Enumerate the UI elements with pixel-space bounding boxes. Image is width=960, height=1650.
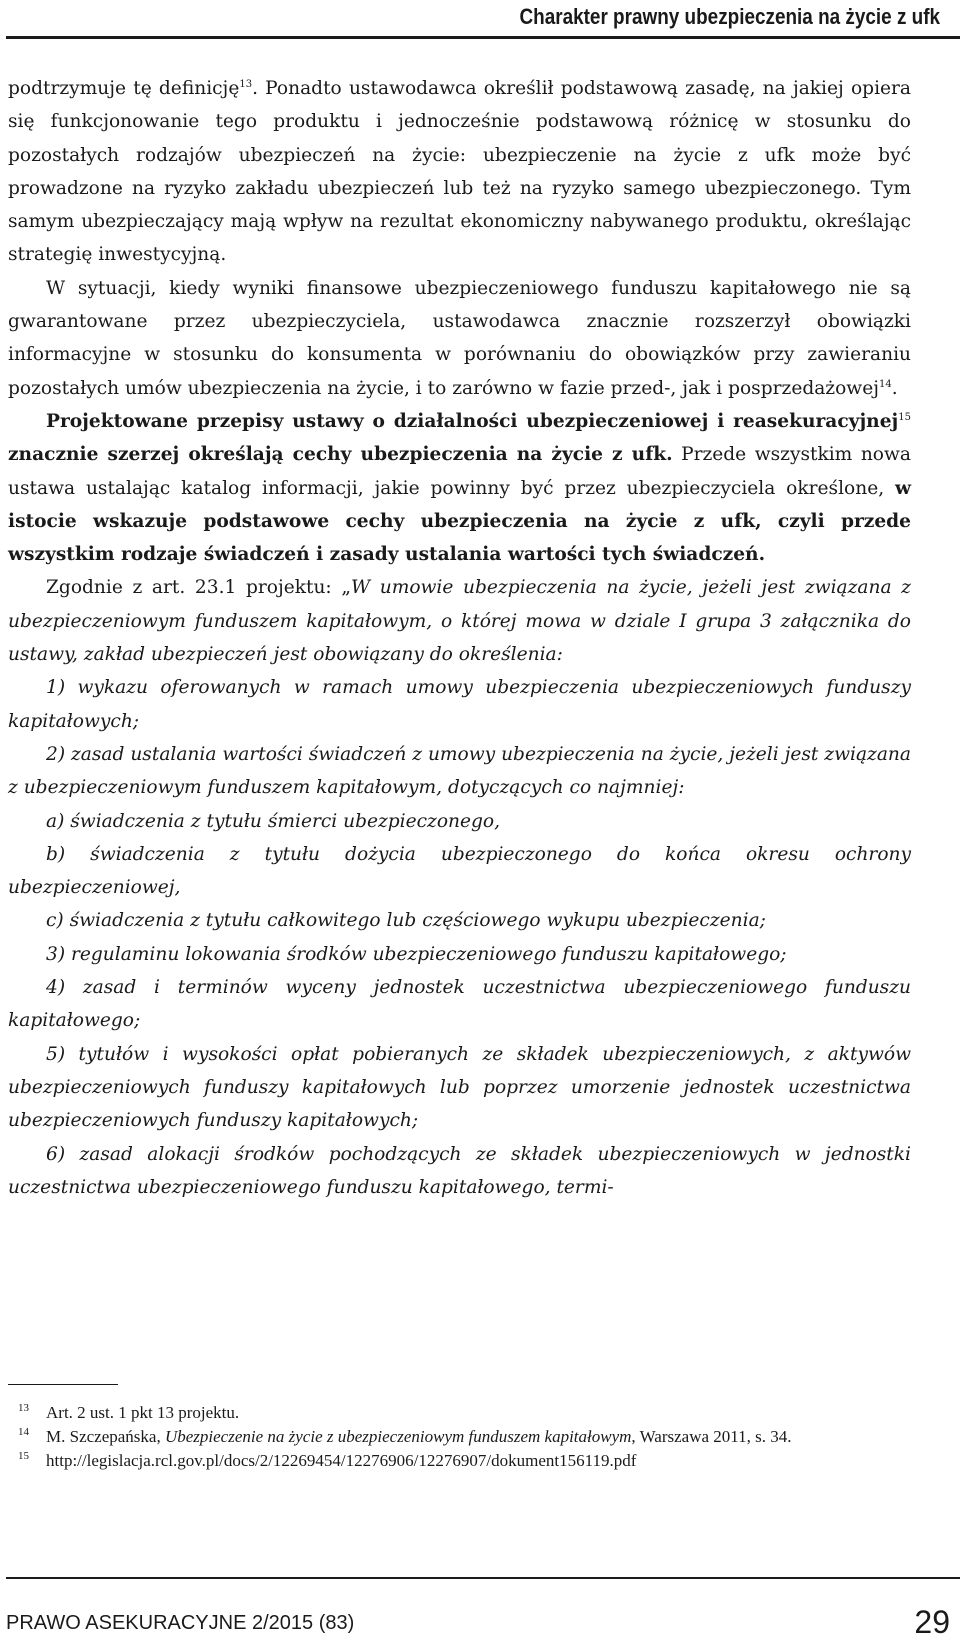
- main-text: [8, 72, 911, 1204]
- footnote-15: [8, 1450, 911, 1471]
- footer-rule: [6, 1577, 960, 1579]
- paragraph-3-plain: Przede wszystkim nowa ustawa ustalając katalog informacji, jakie powinny być przez ubezpieczyciela określone,: [8, 444, 911, 499]
- paragraph-1: [8, 72, 911, 272]
- paragraph-3-bold-a: Projektowane przepisy ustawy o działalności ubezpieczeniowej i reasekuracyjnej: [46, 410, 899, 432]
- footnote-ref-13[interactable]: 13: [239, 78, 253, 90]
- journal-name: PRAWO ASEKURACYJNE 2/2015 (83): [6, 1612, 355, 1634]
- paragraph-4-italic: W umowie ubezpieczenia na życie, jeżeli jest związana z ubezpieczeniowym funduszem kapitałowym, o której mowa w dziale I grupa 3 załącznika do ustawy, zakład ubezpieczeń jest obowiązany do określenia:: [8, 577, 911, 666]
- paragraph-2: [8, 272, 911, 405]
- list-item-2c: c) świadczenia z tytułu całkowitego lub częściowego wykupu ubezpieczenia;: [46, 910, 766, 932]
- footnote-rule: [8, 1384, 118, 1385]
- footnote-14-text-a: M. Szczepańska,: [46, 1427, 165, 1446]
- running-title: Charakter prawny ubezpieczenia na życie z ufk: [519, 4, 940, 29]
- footnote-14-text-b: , Warszawa 2011, s. 34.: [631, 1427, 792, 1446]
- footnote-13-number: 13: [18, 1402, 29, 1414]
- paragraph-3: [8, 405, 911, 571]
- list-item-2b: b) świadczenia z tytułu dożycia ubezpieczonego do końca okresu ochrony ubezpieczeniowej,: [8, 843, 911, 899]
- footnote-14-number: 14: [18, 1426, 29, 1438]
- footnote-ref-14[interactable]: 14: [878, 378, 892, 390]
- page-header: [0, 0, 960, 40]
- footnotes: [8, 1402, 911, 1474]
- footnote-14: [8, 1426, 911, 1447]
- paragraph-2-text-a: W sytuacji, kiedy wyniki finansowe ubezpieczeniowego funduszu kapitałowego nie są gwarantowane przez ubezpieczyciela, ustawodawca znacznie rozszerzył obowiązki informacyjne w stosunku do konsumenta w porównaniu do obowiązków przy zawieraniu pozostałych umów ubezpieczenia na życie, i to zarówno w fazie przed-, jak i posprzedażowej: [8, 277, 911, 399]
- footnote-13-text: Art. 2 ust. 1 pkt 13 projektu.: [46, 1403, 240, 1422]
- footnote-14-title: Ubezpieczenie na życie z ubezpieczeniowym funduszem kapitałowym: [164, 1427, 632, 1446]
- list-item-2a: a) świadczenia z tytułu śmierci ubezpieczonego,: [46, 810, 501, 832]
- list-item-5: 5) tytułów i wysokości opłat pobieranych ze składek ubezpieczeniowych, z aktywów ubezpieczeniowych funduszy kapitałowych lub poprzez umorzenie jednostek uczestnictwa ubezpieczeniowych funduszy kapitałowych;: [8, 1043, 911, 1132]
- paragraph-3-bold-b: znacznie szerzej określają cechy ubezpieczenia na życie z ufk.: [8, 444, 673, 466]
- footnote-ref-15[interactable]: 15: [898, 411, 911, 423]
- paragraph-1-text-b: . Ponadto ustawodawca określił podstawową zasadę, na jakiej opiera się funkcjonowanie tego produktu i jednocześnie podstawową różnicę w stosunku do pozostałych rodzajów ubezpieczeń na życie: ubezpieczenie na życie z ufk może być prowadzone na ryzyko zakładu ubezpieczeń lub też na ryzyko samego ubezpieczonego. Tym samym ubezpieczający mają wpływ na rezultat ekonomiczny nabywanego produktu, określając strategię inwestycyjną.: [8, 78, 911, 266]
- paragraph-1-text-a: podtrzymuje tę definicję: [8, 78, 240, 99]
- list-item-6: 6) zasad alokacji środków pochodzących ze składek ubezpieczeniowych w jednostki uczestnictwa ubezpieczeniowego funduszu kapitałowego, termi-: [8, 1143, 911, 1198]
- list-item-2: 2) zasad ustalania wartości świadczeń z umowy ubezpieczenia na życie, jeżeli jest związana z ubezpieczeniowym funduszem kapitałowym, dotyczących co najmniej:: [8, 743, 911, 799]
- paragraph-4: [8, 571, 911, 671]
- list-item-3: 3) regulaminu lokowania środków ubezpieczeniowego funduszu kapitałowego;: [46, 943, 787, 965]
- header-rule: [6, 36, 960, 39]
- footnote-15-number: 15: [18, 1450, 29, 1462]
- footnote-15-link[interactable]: http://legislacja.rcl.gov.pl/docs/2/12269454/12276906/12276907/dokument156119.pdf: [46, 1451, 637, 1470]
- list-item-4: 4) zasad i terminów wyceny jednostek uczestnictwa ubezpieczeniowego funduszu kapitałowego;: [8, 977, 911, 1032]
- paragraph-4-plain: Zgodnie z art. 23.1 projektu: „: [46, 577, 351, 599]
- page-number: 29: [914, 1604, 950, 1640]
- paragraph-2-text-b: .: [891, 377, 898, 399]
- footnote-13: [8, 1402, 911, 1423]
- paragraph-3-bold-c: w istocie wskazuje podstawowe cechy ubezpieczenia na życie z ufk, czyli przede wszystkim rodzaje świadczeń i zasady ustalania wartości tych świadczeń.: [8, 477, 911, 566]
- list-item-1: 1) wykazu oferowanych w ramach umowy ubezpieczenia ubezpieczeniowych funduszy kapitałowych;: [8, 677, 911, 732]
